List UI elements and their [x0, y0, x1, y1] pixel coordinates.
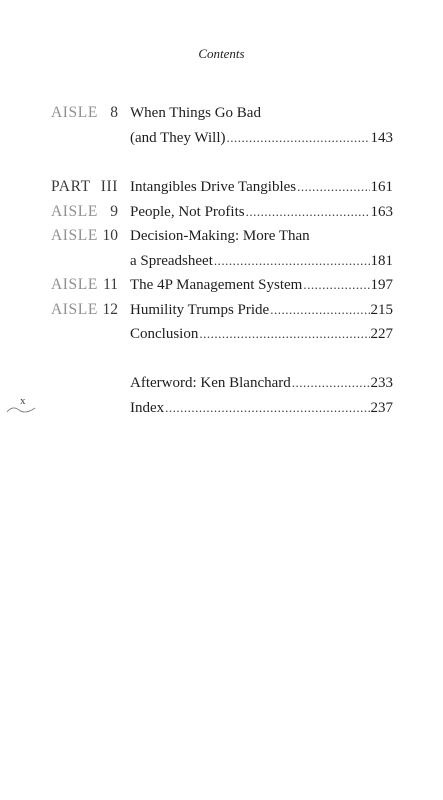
entry-title: Conclusion	[130, 326, 199, 342]
toc-entry-afterword	[0, 371, 443, 395]
entry-label-word: PART	[51, 178, 91, 195]
toc-entry-conclusion	[0, 322, 443, 346]
entry-title: Afterword: Ken Blanchard	[130, 375, 291, 391]
toc-entry-aisle-10-cont	[0, 249, 443, 273]
entry-line	[130, 200, 393, 224]
entry-title: a Spreadsheet	[130, 253, 213, 269]
entry-title: Intangibles Drive Tangibles	[130, 179, 297, 195]
entry-title: Humility Trumps Pride	[130, 302, 270, 318]
entry-page-number: 181	[370, 253, 393, 269]
toc-entry-index	[0, 396, 443, 420]
swash-ornament-icon	[6, 405, 36, 415]
entry-label-number: III	[100, 178, 118, 195]
entry-title: The 4P Management System	[130, 277, 303, 293]
entry-title: People, Not Profits	[130, 204, 245, 220]
dot-leader	[214, 249, 370, 273]
dot-leader	[246, 200, 370, 224]
entry-label-number: 8	[110, 104, 118, 121]
entry-line	[130, 322, 393, 346]
entry-label-word: AISLE	[51, 203, 98, 220]
entry-title: Decision-Making: More Than	[130, 228, 310, 244]
dot-leader	[303, 273, 369, 297]
dot-leader	[270, 298, 369, 322]
entry-title: When Things Go Bad	[130, 105, 261, 121]
entry-line	[130, 298, 393, 322]
toc-entry-aisle-8	[0, 101, 443, 125]
dot-leader	[292, 371, 370, 395]
toc-entry-aisle-11	[0, 273, 443, 297]
toc-entry-aisle-9	[0, 200, 443, 224]
dot-leader	[165, 396, 369, 420]
entry-line	[130, 249, 393, 273]
entry-line	[130, 175, 393, 199]
entry-page-number: 215	[370, 302, 393, 318]
page-folio	[6, 397, 36, 419]
entry-line	[130, 224, 393, 248]
entry-page-number: 161	[370, 179, 393, 195]
entry-page-number: 143	[370, 130, 393, 146]
entry-label-number: 11	[103, 276, 118, 293]
entry-label-word: AISLE	[51, 301, 98, 318]
entry-page-number: 233	[370, 375, 393, 391]
dot-leader	[199, 322, 369, 346]
dot-leader	[227, 126, 370, 150]
entry-line	[130, 396, 393, 420]
entry-page-number: 227	[370, 326, 393, 342]
toc-entry-part-3	[0, 175, 443, 199]
entry-page-number: 197	[370, 277, 393, 293]
entry-label-word: AISLE	[51, 104, 98, 121]
entry-line	[130, 126, 393, 150]
dot-leader	[297, 175, 369, 199]
toc-entry-aisle-10	[0, 224, 443, 248]
entry-line	[130, 273, 393, 297]
entry-line	[130, 101, 393, 125]
folio-number: x	[20, 395, 26, 407]
running-head: Contents	[198, 46, 245, 61]
entry-title: Index	[130, 400, 165, 416]
toc-entry-aisle-12	[0, 298, 443, 322]
entry-label-number: 10	[102, 227, 118, 244]
entry-line	[130, 371, 393, 395]
entry-label-number: 12	[102, 301, 118, 318]
entry-page-number: 163	[370, 204, 393, 220]
entry-label-number: 9	[110, 203, 118, 220]
entry-page-number: 237	[370, 400, 393, 416]
toc-entry-aisle-8-cont	[0, 126, 443, 150]
entry-label-word: AISLE	[51, 227, 98, 244]
entry-title: (and They Will)	[130, 130, 226, 146]
entry-label-word: AISLE	[51, 276, 98, 293]
